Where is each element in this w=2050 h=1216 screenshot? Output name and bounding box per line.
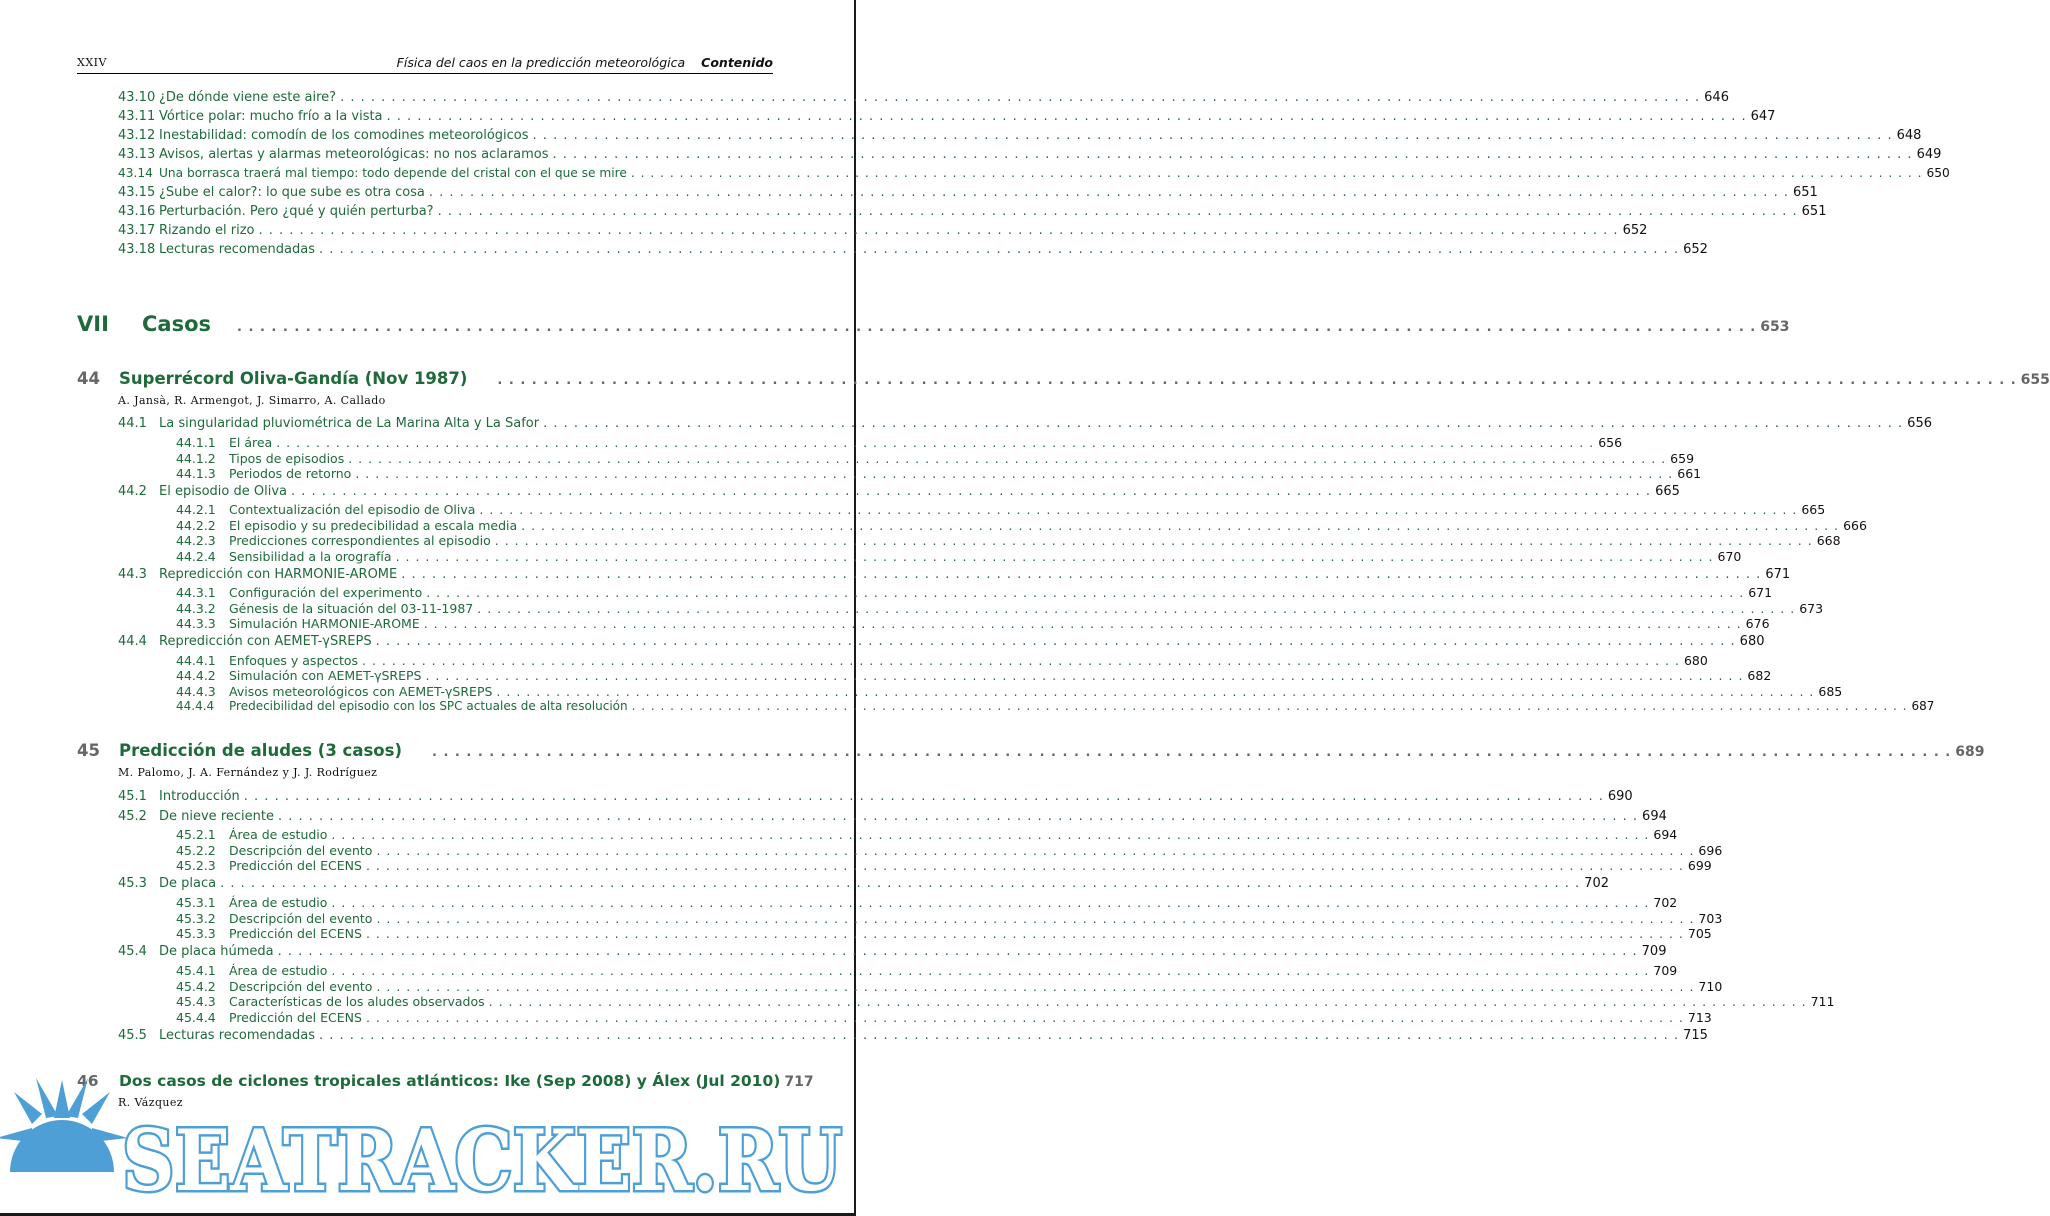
toc-entry-44-3-2[interactable]: [176, 601, 1824, 617]
entry-page: 702: [1653, 895, 1678, 910]
entry-number: 44.4: [118, 634, 147, 649]
chapter-page: 717: [784, 1074, 814, 1090]
dot-leader: [429, 185, 1789, 200]
dot-leader: [376, 911, 1694, 926]
entry-number: 43.14: [118, 166, 153, 180]
toc-entry-45-4[interactable]: [118, 944, 1667, 962]
entry-page: 656: [1907, 416, 1932, 431]
chapter-page: 655: [2020, 372, 2050, 388]
toc-entry-44-4-4[interactable]: [176, 699, 1935, 715]
entry-page: 713: [1687, 1010, 1712, 1025]
entry-title: Área de estudio: [229, 963, 328, 978]
entry-number: 44.2.1: [176, 502, 216, 517]
entry-page: 652: [1683, 242, 1708, 257]
entry-page: 659: [1670, 451, 1695, 466]
toc-entry-44-2[interactable]: [118, 484, 1680, 502]
entry-page: 651: [1792, 185, 1818, 200]
entry-number: 45.4.4: [176, 1010, 216, 1025]
dot-leader: [331, 827, 1649, 842]
entry-number: 43.12: [118, 128, 156, 143]
entry-title: Lecturas recomendadas: [159, 1028, 315, 1043]
dot-leader: [259, 223, 1619, 238]
entry-title: ¿De dónde viene este aire?: [159, 90, 337, 105]
entry-number: 44.1.1: [176, 435, 216, 450]
dot-leader: [424, 616, 1742, 631]
entry-title: De placa: [159, 876, 217, 891]
toc-entry-44-1-2[interactable]: [176, 451, 1695, 467]
entry-number: 43.15: [118, 185, 156, 200]
entry-number: 44.3.1: [176, 585, 216, 600]
running-title: [397, 55, 773, 70]
entry-page: 709: [1641, 944, 1667, 959]
toc-entry-44-4-2[interactable]: [176, 668, 1772, 684]
entry-page: 671: [1748, 585, 1773, 600]
entry-title: Lecturas recomendadas: [159, 242, 315, 257]
entry-number: 44.4.2: [176, 668, 216, 683]
toc-entry-45-4-2[interactable]: [176, 979, 1723, 995]
dot-leader: [425, 668, 1743, 683]
sun-burst-icon: [0, 1078, 128, 1172]
dot-leader: [366, 858, 1684, 873]
entry-number: 44.2.2: [176, 518, 216, 533]
toc-entry-43-17[interactable]: [118, 223, 1648, 241]
dot-leader: [631, 166, 1923, 180]
toc-part-vii[interactable]: [77, 312, 1790, 340]
entry-title: De nieve reciente: [159, 809, 274, 824]
toc-entry-45-3-3[interactable]: [176, 926, 1712, 942]
entry-number: 43.11: [118, 109, 156, 124]
dot-leader: [632, 699, 1908, 713]
entry-title: Predicción del ECENS: [229, 926, 362, 941]
dot-leader: [376, 979, 1694, 994]
entry-page: 685: [1818, 684, 1843, 699]
toc-entry-44-3[interactable]: [118, 567, 1791, 585]
toc-entry-45-4-1[interactable]: [176, 963, 1678, 979]
entry-title: Sensibilidad a la orografía: [229, 549, 392, 564]
entry-number: 45.1: [118, 789, 147, 804]
dot-leader: [497, 373, 2016, 388]
entry-page: 680: [1683, 653, 1708, 668]
chapter-authors: M. Palomo, J. A. Fernández y J. J. Rodríguez: [118, 766, 378, 779]
entry-page: 650: [1926, 166, 1950, 180]
dot-leader: [489, 994, 1807, 1009]
entry-page: 668: [1816, 533, 1841, 548]
toc-entry-44-1[interactable]: [118, 416, 1932, 434]
entry-title: Predecibilidad del episodio con los SPC actuales de alta resolución: [229, 699, 628, 713]
toc-entry-45-2[interactable]: [118, 809, 1667, 827]
chapter-number: 44: [77, 369, 100, 388]
entry-page: 652: [1622, 223, 1648, 238]
entry-number: 43.17: [118, 223, 156, 238]
entry-number: 44.1.3: [176, 466, 216, 481]
entry-page: 666: [1843, 518, 1867, 533]
part-page: 653: [1760, 319, 1790, 335]
toc-entry-44-1-1[interactable]: [176, 435, 1623, 451]
entry-page: 709: [1653, 963, 1678, 978]
toc-entry-43-12[interactable]: [118, 128, 1922, 146]
dot-leader: [376, 634, 1736, 649]
entry-number: 43.10: [118, 90, 156, 105]
entry-number: 44.4.4: [176, 699, 215, 713]
toc-entry-43-15[interactable]: [118, 185, 1818, 203]
entry-title: Contextualización del episodio de Oliva: [229, 502, 476, 517]
toc-entry-45-2-3[interactable]: [176, 858, 1712, 874]
entry-title: Descripción del evento: [229, 911, 373, 926]
watermark: [0, 1080, 856, 1216]
part-title: Casos: [142, 312, 212, 336]
chapter-number: 45: [77, 741, 100, 760]
toc-entry-43-18[interactable]: [118, 242, 1708, 260]
entry-page: 673: [1799, 601, 1824, 616]
entry-number: 45.2.3: [176, 858, 216, 873]
dot-leader: [495, 533, 1813, 548]
entry-number: 45.4.2: [176, 979, 216, 994]
entry-title: El episodio y su predecibilidad a escala media: [229, 518, 518, 533]
dot-leader: [533, 128, 1893, 143]
dot-leader: [278, 944, 1638, 959]
toc-entry-44-3-3[interactable]: [176, 616, 1770, 632]
dot-leader: [438, 204, 1798, 219]
toc-entry-43-14[interactable]: [118, 166, 1950, 184]
dot-leader: [291, 484, 1651, 499]
dot-leader: [521, 518, 1839, 533]
toc-entry-44-2-2[interactable]: [176, 518, 1867, 534]
dot-leader: [340, 90, 1700, 105]
entry-number: 44.3: [118, 567, 147, 582]
entry-page: 665: [1655, 484, 1680, 499]
section-name: Contenido: [701, 55, 773, 70]
entry-number: 45.2.1: [176, 827, 216, 842]
entry-number: 44.4.3: [176, 684, 216, 699]
entry-page: 682: [1747, 668, 1772, 683]
entry-page: 702: [1584, 876, 1609, 891]
toc-entry-45-4-4[interactable]: [176, 1010, 1712, 1026]
entry-title: Vórtice polar: mucho frío a la vista: [159, 109, 383, 124]
entry-number: 45.4: [118, 944, 147, 959]
entry-title: Simulación con AEMET-γSREPS: [229, 668, 422, 683]
dot-leader: [237, 320, 1756, 335]
watermark-text: SEATRACKER.RU: [122, 1111, 842, 1210]
entry-page: 703: [1698, 911, 1723, 926]
entry-title: Predicción del ECENS: [229, 858, 362, 873]
dot-leader: [278, 809, 1638, 824]
page-number: XXIV: [77, 56, 107, 69]
entry-title: Predicciones correspondientes al episodio: [229, 533, 491, 548]
chapter-authors: A. Jansà, R. Armengot, J. Simarro, A. Callado: [118, 394, 386, 407]
entry-number: 45.4.3: [176, 994, 216, 1009]
header-rule: [77, 73, 773, 74]
toc-entry-45-4-3[interactable]: [176, 994, 1835, 1010]
toc-entry-43-13[interactable]: [118, 147, 1942, 165]
entry-title: Avisos meteorológicos con AEMET-γSREPS: [229, 684, 493, 699]
entry-number: 44.2.3: [176, 533, 216, 548]
toc-entry-44-4-1[interactable]: [176, 653, 1708, 669]
entry-page: 646: [1704, 90, 1729, 105]
entry-title: Perturbación. Pero ¿qué y quién perturba?: [159, 204, 434, 219]
part-number: VII: [77, 312, 109, 336]
toc-entry-43-10[interactable]: [118, 90, 1729, 108]
entry-number: 44.3.2: [176, 601, 216, 616]
dot-leader: [366, 1010, 1684, 1025]
entry-page: 694: [1642, 809, 1667, 824]
entry-number: 44.1.2: [176, 451, 216, 466]
dot-leader: [331, 963, 1649, 978]
entry-number: 45.5: [118, 1028, 147, 1043]
dot-leader: [276, 435, 1594, 450]
entry-title: Una borrasca traerá mal tiempo: todo depende del cristal con el que se mire: [159, 166, 627, 180]
toc-entry-45-3-1[interactable]: [176, 895, 1678, 911]
dot-leader: [362, 653, 1680, 668]
entry-page: 715: [1683, 1028, 1708, 1043]
entry-number: 45.2.2: [176, 843, 216, 858]
entry-title: Repredicción con AEMET-γSREPS: [159, 634, 372, 649]
entry-number: 44.3.3: [176, 616, 216, 631]
entry-number: 45.3.1: [176, 895, 216, 910]
dot-leader: [331, 895, 1649, 910]
entry-page: 648: [1896, 128, 1922, 143]
entry-page: 696: [1698, 843, 1723, 858]
entry-page: 705: [1687, 926, 1712, 941]
entry-page: 680: [1739, 634, 1765, 649]
entry-title: Avisos, alertas y alarmas meteorológicas: no nos aclaramos: [159, 147, 549, 162]
toc-entry-44-2-3[interactable]: [176, 533, 1841, 549]
book-title: Física del caos en la predicción meteorológica: [396, 55, 686, 70]
toc-entry-45-3-2[interactable]: [176, 911, 1723, 927]
entry-number: 44.2: [118, 484, 147, 499]
entry-page: 671: [1765, 567, 1791, 582]
chapter-page: 689: [1955, 744, 1985, 760]
entry-page: 711: [1810, 994, 1835, 1009]
entry-title: ¿Sube el calor?: lo que sube es otra cosa: [159, 185, 425, 200]
entry-number: 45.3.3: [176, 926, 216, 941]
dot-leader: [479, 502, 1797, 517]
dot-leader: [396, 549, 1714, 564]
entry-title: Génesis de la situación del 03-11-1987: [229, 601, 474, 616]
entry-number: 44.1: [118, 416, 147, 431]
entry-title: Simulación HARMONIE-AROME: [229, 616, 420, 631]
entry-page: 649: [1916, 147, 1942, 162]
entry-number: 45.2: [118, 809, 147, 824]
entry-number: 44.2.4: [176, 549, 216, 564]
entry-title: Área de estudio: [229, 895, 328, 910]
entry-number: 43.13: [118, 147, 156, 162]
entry-title: Rizando el rizo: [159, 223, 255, 238]
entry-title: Descripción del evento: [229, 979, 373, 994]
entry-title: Enfoques y aspectos: [229, 653, 359, 668]
dot-leader: [552, 147, 1912, 162]
dot-leader: [366, 926, 1684, 941]
dot-leader: [220, 876, 1580, 891]
entry-title: Área de estudio: [229, 827, 328, 842]
toc-entry-45-5[interactable]: [118, 1028, 1708, 1046]
toc-entry-44-4[interactable]: [118, 634, 1765, 652]
toc-entry-44-3-1[interactable]: [176, 585, 1773, 601]
entry-title: Descripción del evento: [229, 843, 373, 858]
entry-title: Características de los aludes observados: [229, 994, 485, 1009]
entry-page: 656: [1598, 435, 1623, 450]
entry-number: 45.3: [118, 876, 147, 891]
entry-title: El episodio de Oliva: [159, 484, 287, 499]
entry-number: 44.4.1: [176, 653, 216, 668]
entry-page: 665: [1801, 502, 1826, 517]
entry-page: 694: [1653, 827, 1678, 842]
chapter-number: 46: [77, 1072, 99, 1090]
toc-entry-45-1[interactable]: [118, 789, 1633, 807]
chapter-authors: R. Vázquez: [118, 1096, 183, 1109]
dot-leader: [496, 684, 1814, 699]
entry-title: Tipos de episodios: [229, 451, 345, 466]
entry-page: 670: [1717, 549, 1742, 564]
dot-leader: [244, 789, 1604, 804]
entry-title: Configuración del experimento: [229, 585, 423, 600]
chapter-title: Dos casos de ciclones tropicales atlánticos: Ike (Sep 2008) y Álex (Jul 2010): [119, 1072, 781, 1090]
toc-entry-43-11[interactable]: [118, 109, 1776, 127]
dot-leader: [319, 1028, 1679, 1043]
entry-page: 651: [1801, 204, 1827, 219]
toc-entry-44-4-3[interactable]: [176, 684, 1843, 700]
dot-leader: [426, 585, 1744, 600]
entry-title: La singularidad pluviométrica de La Marina Alta y La Safor: [159, 416, 540, 431]
entry-page: 647: [1750, 109, 1776, 124]
entry-number: 45.4.1: [176, 963, 216, 978]
toc-entry-44-2-1[interactable]: [176, 502, 1826, 518]
dot-leader: [543, 416, 1903, 431]
entry-page: 676: [1745, 616, 1770, 631]
running-header: [77, 54, 773, 72]
entry-page: 710: [1698, 979, 1723, 994]
entry-title: El área: [229, 435, 273, 450]
dot-leader: [319, 242, 1679, 257]
entry-title: De placa húmeda: [159, 944, 274, 959]
toc-chapter-45[interactable]: [77, 741, 1985, 763]
entry-page: 661: [1677, 466, 1702, 481]
toc-entry-45-2-1[interactable]: [176, 827, 1678, 843]
toc-entry-43-16[interactable]: [118, 204, 1827, 222]
entry-title: Introducción: [159, 789, 240, 804]
toc-entry-45-3[interactable]: [118, 876, 1609, 894]
toc-entry-45-2-2[interactable]: [176, 843, 1723, 859]
toc-entry-44-1-3[interactable]: [176, 466, 1702, 482]
entry-title: Predicción del ECENS: [229, 1010, 362, 1025]
dot-leader: [348, 451, 1666, 466]
dot-leader: [401, 567, 1761, 582]
entry-number: 45.3.2: [176, 911, 216, 926]
dot-leader: [477, 601, 1795, 616]
entry-number: 43.16: [118, 204, 156, 219]
dot-leader: [432, 745, 1951, 760]
dot-leader: [355, 466, 1673, 481]
chapter-title: Superrécord Oliva-Gandía (Nov 1987): [119, 369, 468, 388]
entry-title: Repredicción con HARMONIE-AROME: [159, 567, 398, 582]
chapter-title: Predicción de aludes (3 casos): [119, 741, 402, 760]
toc-entry-44-2-4[interactable]: [176, 549, 1742, 565]
entry-title: Periodos de retorno: [229, 466, 352, 481]
entry-page: 699: [1687, 858, 1712, 873]
entry-number: 43.18: [118, 242, 156, 257]
entry-page: 690: [1607, 789, 1633, 804]
entry-title: Inestabilidad: comodín de los comodines meteorológicos: [159, 128, 529, 143]
dot-leader: [376, 843, 1694, 858]
entry-page: 687: [1911, 699, 1935, 713]
dot-leader: [387, 109, 1747, 124]
toc-chapter-44[interactable]: [77, 369, 2050, 391]
